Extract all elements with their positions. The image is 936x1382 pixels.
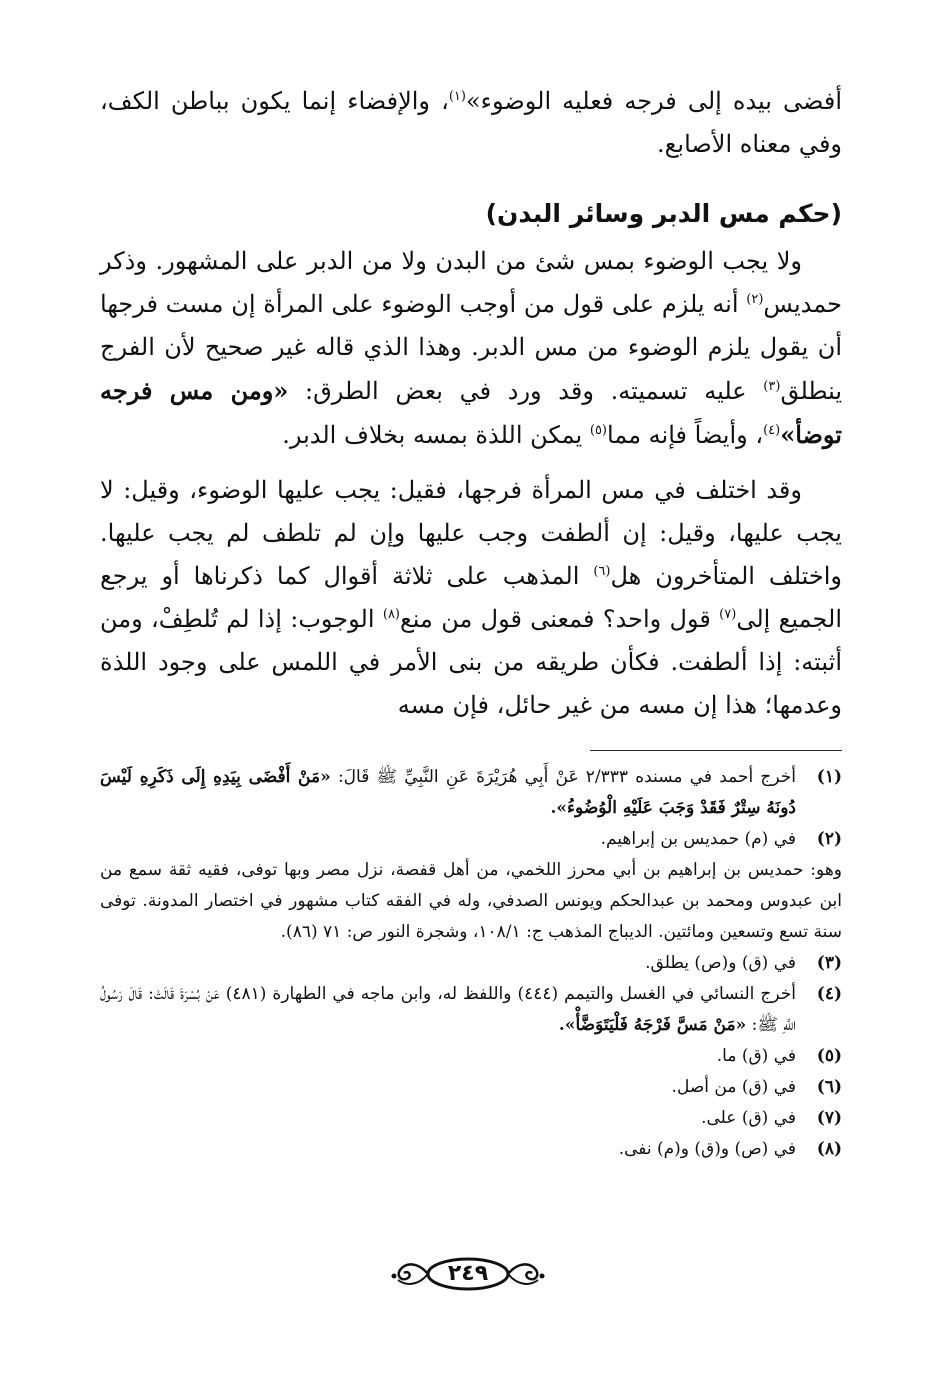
footnote-body	[100, 762, 796, 824]
intro-paragraph	[100, 80, 842, 166]
footnote-4	[100, 979, 842, 1041]
footnote-7	[100, 1103, 842, 1134]
para2-text-1: وقد اختلف في مس المرأة فرجها، فقيل: يجب عليها الوضوء، وقيل: لا يجب عليها، وقيل: إن ألطفت وجب عليها وإن لم تلطف لم يجب عليها. واختلف المتأخرون هل	[100, 476, 842, 590]
para1-text-4: ، وأيضاً فإنه مما	[607, 421, 764, 449]
footnote-text: أخرج النسائي في الغسل والتيمم (٤٤٤) واللفظ له، وابن ماجه في الطهارة (٤٨١) عَنْ بُسْرَةَ قَالَتْ: قَالَ رَسُولُ اللَّهِ ﷺ:	[100, 984, 796, 1035]
footnote-number: (٨)	[816, 1139, 842, 1159]
footnote-text: أخرج أحمد في مسنده ٢/٣٣٣ عَنْ أَبِي هُرَيْرَةَ عَنِ النَّبِيِّ ﷺ قَالَ:	[330, 767, 796, 787]
paragraph-2	[100, 469, 842, 727]
footnote-body: في (ق) من أصل.	[671, 1077, 796, 1097]
footnote-hadith: «مَنْ أَفْضَى بِيَدِهِ إِلَى ذَكَرِهِ لَيْسَ دُونَهُ سِتْرٌ فَقَدْ وَجَبَ عَلَيْهِ الْوُضُوءُ».	[100, 767, 796, 818]
footnote-ref-1[interactable]: (١)	[448, 89, 466, 104]
para2-text-2: المذهب على ثلاثة أقوال كما ذكرناها أو يرجع الجميع إلى	[100, 562, 842, 633]
footnote-number: (١)	[816, 767, 842, 787]
footnote-8	[100, 1134, 842, 1165]
footnote-body: في (ق) و(ص) يطلق.	[645, 953, 796, 973]
footnote-body: في (ص) و(ق) و(م) نفى.	[618, 1139, 796, 1159]
footnote-6	[100, 1072, 842, 1103]
para1-text-5: يمكن اللذة بمسه بخلاف الدبر.	[282, 421, 590, 449]
main-text	[100, 80, 842, 727]
footnote-ref-2[interactable]: (٢)	[746, 292, 764, 307]
footnote-body: في (ق) ما.	[716, 1046, 796, 1066]
footnote-ref-4[interactable]: (٤)	[763, 423, 781, 438]
footnote-ref-5[interactable]: (٥)	[589, 423, 607, 438]
page-number: ٢٤٩	[447, 1261, 489, 1286]
footnote-2-continuation: وهو: حمديس بن إبراهيم بن أبي محرز اللخمي، من أهل قفصة، نزل مصر وبها توفى، فقيه ثقة سمع من ابن عبدوس ومحمد بن عبدالحكم ويونس الصدفي، وله في الفقه كتاب مشهور في اختصار المدونة. توفى سنة تسع وتسعين ومائتين. الديباج المذهب ج: ١٠٨/١، وشجرة النور ص: ٧١ (٨٦).	[100, 860, 842, 942]
footnote-ref-8[interactable]: (٨)	[382, 607, 400, 622]
footnote-number: (٦)	[816, 1077, 842, 1097]
footnote-number: (٥)	[816, 1046, 842, 1066]
footnote-3	[100, 948, 842, 979]
para1-text-1: ولا يجب الوضوء بمس شئ من البدن ولا من الدبر على المشهور. وذكر حمديس	[100, 247, 842, 318]
para2-text-3: قول واحد؟ فمعنى قول من منع	[400, 605, 720, 633]
footnote-5	[100, 1041, 842, 1072]
section-heading: (حكم مس الدبر وسائر البدن)	[485, 199, 842, 228]
footnote-body	[100, 979, 796, 1041]
para1-text-3: عليه تسميته. وقد ورد في بعض الطرق:	[288, 377, 764, 405]
footnotes	[100, 762, 842, 1165]
footnote-1	[100, 762, 842, 824]
intro-text-1: أفضى بيده إلى فرجه فعليه الوضوء»	[465, 87, 843, 115]
footnote-ref-3[interactable]: (٣)	[763, 379, 781, 394]
footnote-2	[100, 824, 842, 855]
footnote-number: (٣)	[816, 953, 842, 973]
intro-text-2: ، والإفضاء إنما يكون بباطن الكف، وفي معناه الأصابع.	[100, 87, 842, 158]
para1-text-2: أنه يلزم على قول من أوجب الوضوء على المرأة إن مست فرجها أن يقول يلزم الوضوء من مس الدبر. وهذا الذي قاله غير صحيح لأن الفرج ينطلق	[100, 290, 843, 405]
hadith-quote: «ومن مس فرجه توضأ»	[100, 376, 842, 449]
footnote-divider	[590, 750, 842, 751]
footnote-body: في (م) حمديس بن إبراهيم.	[600, 829, 796, 849]
page-number-footer	[0, 1254, 936, 1294]
footnote-number: (٧)	[816, 1108, 842, 1128]
paragraph-1	[100, 240, 842, 457]
footnote-ref-6[interactable]: (٦)	[593, 564, 611, 579]
para2-text-4: الوجوب: إذا لم تُلطِفْ، ومن أثبته: إذا ألطفت. فكأن طريقه من بنى الأمر في اللمس على وجود اللذة وعدمها؛ هذا إن مسه من غير حائل، فإن مسه	[100, 605, 842, 719]
footnote-number: (٤)	[816, 984, 842, 1004]
footnote-body: في (ق) على.	[701, 1108, 796, 1128]
footnote-number: (٢)	[816, 829, 842, 849]
page-number-ornament	[388, 1254, 548, 1294]
footnote-hadith: «مَنْ مَسَّ فَرْجَهُ فَلْيَتَوَضَّأْ».	[558, 1015, 747, 1035]
footnote-ref-7[interactable]: (٧)	[719, 607, 737, 622]
